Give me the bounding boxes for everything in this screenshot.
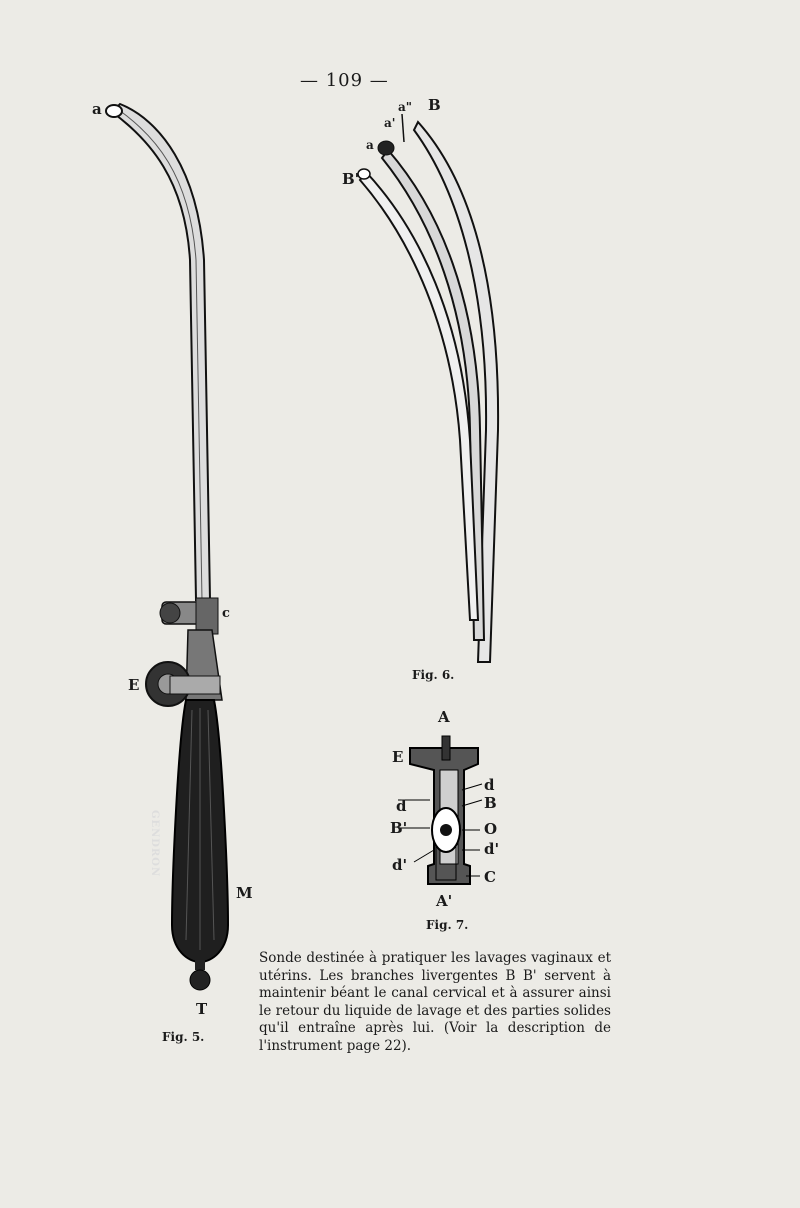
fig7-caption: Fig. 7. (426, 918, 469, 932)
fig6-label-a-prime: a' (384, 116, 396, 130)
figure-7-section (398, 736, 482, 884)
fig6-caption: Fig. 6. (412, 668, 455, 682)
catheter-tube (112, 104, 210, 600)
page-number: — 109 — (300, 70, 389, 91)
branch-B-prime (360, 172, 478, 620)
fig7-label-d-left: d (396, 797, 407, 815)
handle-brand-text: GENDRON (149, 810, 160, 878)
fig5-label-E: E (128, 676, 140, 694)
fig6-label-B-prime: B' (342, 170, 360, 188)
fig7-label-B-prime: B' (390, 819, 408, 837)
fig7-label-d-right: d (484, 776, 495, 794)
figure-description: Sonde destinée à pratiquer les lavages vaginaux et utérins. Les branches livergentes B B' servent à maintenir béant le canal cervical et à assurer ainsi le retour du liquide de lavage et des parties solides qu'il entraîne après lui. (Voir la description de l'instrument page 22). (259, 950, 611, 1054)
fig6-label-a: a (366, 138, 374, 152)
fig6-label-a-double-prime: a" (398, 100, 413, 114)
fig7-label-d-prime-right: d' (484, 840, 500, 858)
fig7-label-A-prime: A' (436, 892, 453, 910)
fig7-label-d-prime-left: d' (392, 856, 408, 874)
fig5-label-T: T (196, 1000, 208, 1018)
fig7-label-E: E (392, 748, 404, 766)
fig7-label-C: C (484, 868, 496, 886)
fig7-label-A: A (438, 708, 450, 726)
orifice-O (440, 824, 452, 836)
fig5-caption: Fig. 5. (162, 1030, 205, 1044)
catheter-tip (106, 105, 122, 117)
fig5-label-M: M (236, 884, 253, 902)
handle-knob (190, 970, 210, 990)
fig7-label-B: B (484, 794, 497, 812)
fig5-label-c: c (222, 606, 230, 621)
fig5-label-a: a (92, 100, 102, 118)
fig6-label-B: B (428, 96, 441, 114)
fig7-label-O: O (484, 820, 498, 838)
